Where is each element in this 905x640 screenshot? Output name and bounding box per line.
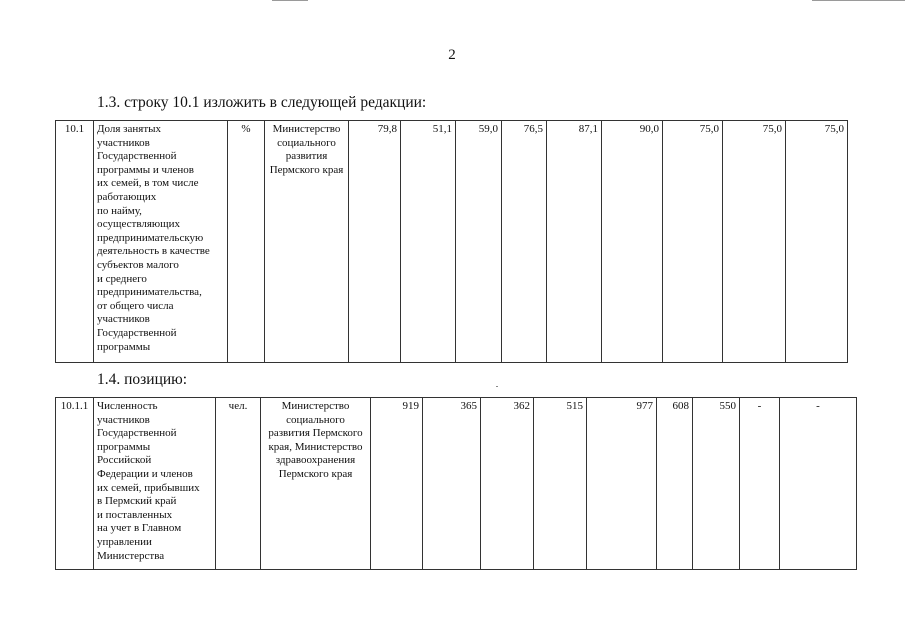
value-cell: 919	[371, 398, 423, 570]
value-cell: 79,8	[349, 121, 401, 363]
unit-cell: %	[228, 121, 265, 363]
value-cell: 87,1	[547, 121, 602, 363]
section-1-4-heading: 1.4. позицию:	[97, 371, 188, 388]
value-cell: 75,0	[663, 121, 723, 363]
value-cell: 362	[481, 398, 534, 570]
page-number: 2	[448, 47, 456, 63]
scan-speck	[496, 386, 498, 387]
table-row-10-1-1	[55, 397, 857, 570]
value-cell: -	[780, 398, 857, 570]
table-row	[56, 398, 857, 570]
value-cell: 977	[587, 398, 657, 570]
value-cell: 75,0	[786, 121, 848, 363]
value-cell: 550	[693, 398, 740, 570]
value-cell: 90,0	[602, 121, 663, 363]
value-cell: 608	[657, 398, 693, 570]
table-row-10-1	[55, 120, 848, 363]
indicator-name: Численность участников Государственной программы Российской Федерации и членов их семей, прибывших в Пермский край и поставленных на учет в Главном управлении Министерства	[94, 398, 216, 570]
agency-cell: Министерство социального развития Пермского края	[265, 121, 349, 363]
value-cell: -	[740, 398, 780, 570]
value-cell: 515	[534, 398, 587, 570]
value-cell: 51,1	[401, 121, 456, 363]
unit-cell: чел.	[216, 398, 261, 570]
row-code: 10.1	[56, 121, 94, 363]
row-code: 10.1.1	[56, 398, 94, 570]
value-cell: 59,0	[456, 121, 502, 363]
value-cell: 75,0	[723, 121, 786, 363]
value-cell: 365	[423, 398, 481, 570]
scan-edge-line-right	[812, 0, 905, 1]
indicator-name: Доля занятых участников Государственной программы и членов их семей, в том числе работающих по найму, осуществляющих предпринимательскую деятельность в качестве субъектов малого и среднего предпринимательства, от общего числа участников Государственной программы	[94, 121, 228, 363]
table-row	[56, 121, 848, 363]
scan-edge-line-left	[272, 0, 308, 1]
section-1-3-heading: 1.3. строку 10.1 изложить в следующей редакции:	[97, 94, 427, 111]
value-cell: 76,5	[502, 121, 547, 363]
agency-cell: Министерство социального развития Пермского края, Министерство здравоохранения Пермского края	[261, 398, 371, 570]
